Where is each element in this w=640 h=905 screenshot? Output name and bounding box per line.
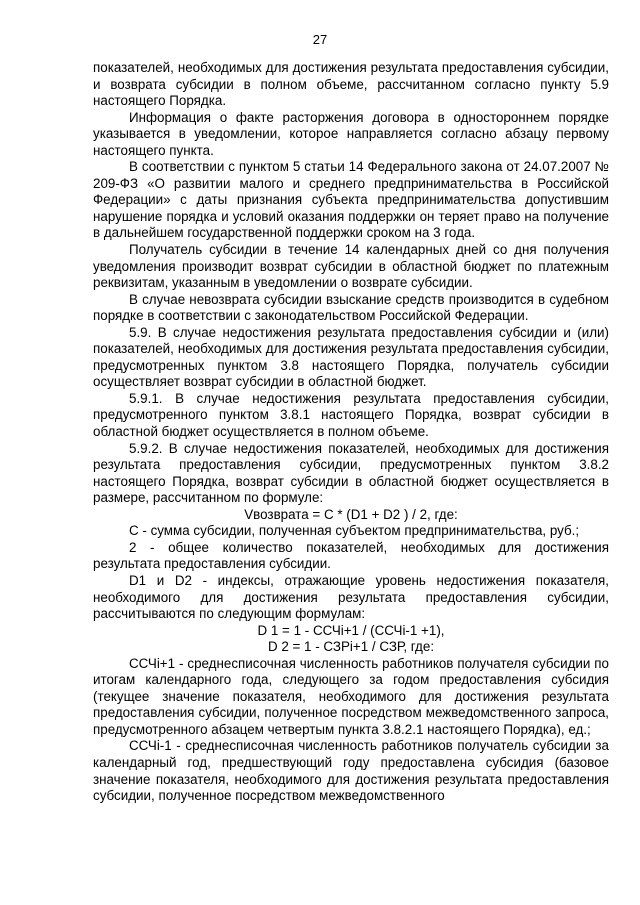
paragraph-termination-info: Информация о факте расторжения договора в одностороннем порядке указывается в уведомлении, которое направляется согласно абзацу первому настоящего пункта. xyxy=(93,109,609,158)
paragraph-return-deadline: Получатель субсидии в течение 14 календарных дней со дня получения уведомления производит возврат субсидии в областной бюджет по платежным реквизитам, указанным в уведомлении о возврате субсидии. xyxy=(93,242,609,291)
paragraph-5-9: 5.9. В случае недостижения результата предоставления субсидии и (или) показателей, необходимых для достижения результата предоставления субсидии, предусмотренных пунктом 3.8 настоящего Порядка, получатель субсидии осуществляет возврат субсидии в областной бюджет. xyxy=(93,324,609,390)
definition-2: 2 - общее количество показателей, необходимых для достижения результата предоставления субсидии. xyxy=(93,539,609,572)
formula-v-return: Vвозврата = С * (D1 + D2 ) / 2, где: xyxy=(244,506,458,522)
paragraph-5-9-2: 5.9.2. В случае недостижения показателей, необходимых для достижения результата предоставления субсидии, предусмотренных пунктом 3.8.2 настоящего Порядка, возврат субсидии в областной бюджет осуществляется в размере, рассчитанном по формуле: xyxy=(93,440,609,506)
definition-sschi-minus-1: ССЧi-1 - среднесписочная численность работников получатель субсидии за календарный год, предшествующий году предоставлена субсидия (базовое значение показателя, необходимого для достижения результата предоставления субсидии, полученное посредством межведомственного xyxy=(93,738,609,804)
paragraph-non-return: В случае невозврата субсидии взыскание средств производится в судебном порядке в соответствии с законодательством Российской Федерации. xyxy=(93,291,609,324)
paragraph-5-9-1: 5.9.1. В случае недостижения результата предоставления субсидии, предусмотренного пунктом 3.8.1 настоящего Порядка, возврат субсидии в областной бюджет осуществляется в полном объеме. xyxy=(93,390,609,440)
definition-c: С - сумма субсидии, полученная субъектом предпринимательства, руб.; xyxy=(129,523,580,539)
definition-d1-d2: D1 и D2 - индексы, отражающие уровень недостижения показателя, необходимого для достижения результата предоставления субсидии, рассчитываются по следующим формулам: xyxy=(93,572,609,622)
page-number: 27 xyxy=(312,32,328,47)
paragraph-return-continuation: показателей, необходимых для достижения результата предоставления субсидии, и возврата субсидии в полном объеме, рассчитанном согласно пункту 5.9 настоящего Порядка. xyxy=(93,60,609,109)
definition-sschi-plus-1: ССЧi+1 - среднесписочная численность работников получателя субсидии по итогам календарного года, следующего за годом предоставления субсидия (текущее значение показателя, необходимого для достижения результата предоставления субсидии, полученное посредством межведомственного запроса, предусмотренного абзацем четвертым пункта 3.8.2.1 настоящего Порядка), ед.; xyxy=(93,655,609,737)
formula-d2: D 2 = 1 - СЗРi+1 / СЗР, где: xyxy=(267,639,435,655)
body-text xyxy=(93,60,609,805)
formula-d1: D 1 = 1 - ССЧi+1 / (ССЧi-1 +1), xyxy=(257,622,445,638)
paragraph-federal-law: В соответствии с пунктом 5 статьи 14 Федерального закона от 24.07.2007 № 209-ФЗ «О развитии малого и среднего предпринимательства в Российской Федерации» с даты признания субъекта предпринимательства допустившим нарушение порядка и условий оказания поддержки он теряет право на получение в дальнейшем государственной поддержки сроком на 3 года. xyxy=(93,159,609,241)
